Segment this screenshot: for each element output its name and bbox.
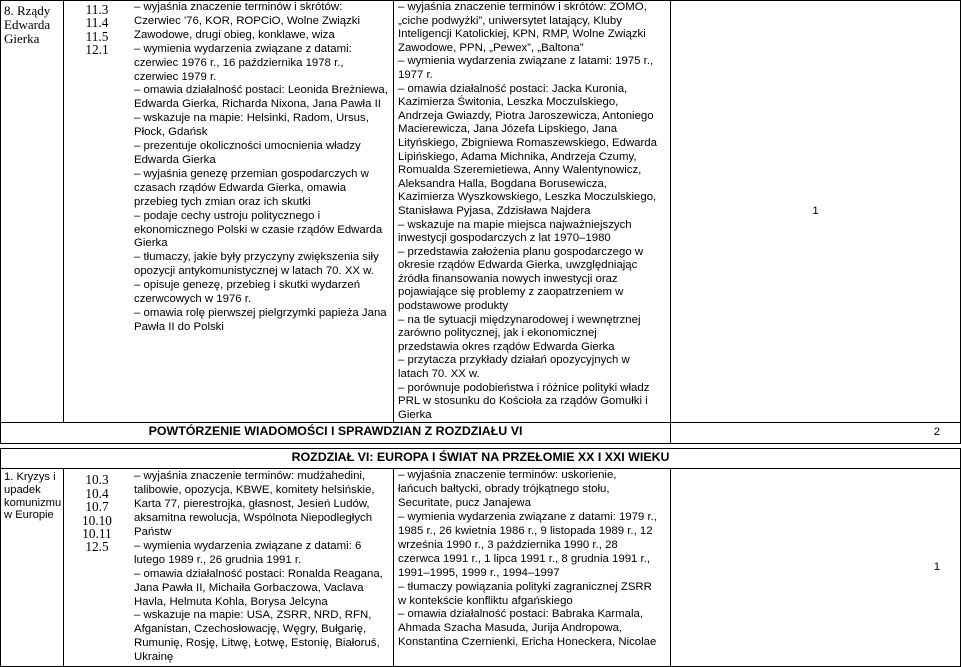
requirement-item: – przedstawia założenia planu gospodarczego w okresie rządów Edwarda Gierka, uwzględniając źródła finansowania nowych inwestycji oraz pojawiające się problemy z zaopatrzeniem w podstawowe produkty: [398, 245, 647, 313]
requirement-item: – omawia działalność postaci: Jacka Kuronia, Kazimierza Świtonia, Leszka Moczulskiego, Andrzeja Gwiazdy, Piotra Jaroszewicza, Antoniego Macierewicza, Jana Józefa Lipskiego, Jana Lityńskiego, Zbigniewa Romaszewskiego, Edwarda Lipińskiego, Adama Michnika, Andrzeja Czumy, Romualda Szeremietiewa, Anny Walentynowicz, Aleksandra Halla, Bogdana Borusewicza, Kazimierza Wyszkowskiego, Leszka Moczulskiego, Stanisława Pyjasa, Zdzisława Najdera: [398, 82, 661, 217]
chapter-row: [1, 449, 961, 469]
section-row-gierek: [1, 1, 961, 423]
code-item: 11.5: [85, 28, 109, 44]
topic-label: 8. Rządy Edwarda Gierka: [4, 3, 54, 46]
hours-value: 2: [933, 426, 941, 439]
requirement-item: – wyjaśnia znaczenie terminów: mudżahedini, talibowie, opozycja, KBWE, komitety helsińskie, Karta 77, pierestrojka, głasnost, Jesień Ludów, aksamitna rewolucja, Wspólnota Niepodległych Państw: [134, 470, 378, 539]
requirement-item: – wyjaśnia znaczenie terminów i skrótów: ZOMO, „ciche podwyżki”, uniwersytet latający, Kluby Inteligencji Katolickiej, KPN, RMP, Wolne Związki Zawodowe, PPN, „Pewex”, „Baltona”: [398, 1, 650, 54]
requirement-item: – podaje cechy ustroju politycznego i ekonomicznego Polski w czasie rządów Edwarda Gierka: [134, 209, 386, 250]
requirement-item: – wymienia wydarzenia związane z latami: 1975 r., 1977 r.: [398, 55, 657, 81]
code-item: 11.4: [85, 15, 109, 31]
hours-cell: [671, 1, 961, 423]
requirement-item: – wyjaśnia znaczenie terminów i skrótów: Czerwiec '76, KOR, ROPCiO, Wolne Związki Zawodowe, drugi obieg, konklawe, wiza: [134, 1, 364, 41]
requirement-item: – prezentuje okoliczności umocnienia władzy Edwarda Gierka: [134, 140, 364, 166]
requirement-item: – omawia rolę pierwszej pielgrzymki papieża Jana Pawła II do Polski: [134, 306, 390, 333]
review-row: [1, 423, 961, 444]
requirement-item: – wskazuje na mapie miejsca najważniejszych inwestycji gospodarczych z lat 1970–1980: [398, 218, 635, 245]
core-curriculum-codes: [64, 469, 394, 667]
requirement-item: – wyjaśnia znaczenie terminów: uskorienie, łańcuch bałtycki, obrady trójkątnego stołu, Securitate, pucz Janajewa: [398, 469, 620, 510]
hours-value: 1: [933, 560, 941, 573]
hours-cell: [671, 423, 961, 444]
topic-label: 1. Kryzys i upadek komunizmu w Europie: [4, 471, 65, 522]
code-item: 12.1: [85, 42, 109, 58]
topic-cell: [1, 1, 64, 423]
requirement-item: – porównuje podobieństwa i różnice polityki władz PRL w stosunku do Kościoła za rządów Gomułki i Gierka: [398, 381, 653, 421]
topic-cell: [1, 469, 64, 667]
hours-cell: [671, 469, 961, 667]
code-item: 10.7: [85, 499, 109, 515]
requirements-extended: [394, 1, 671, 423]
requirements-basic: [130, 470, 389, 665]
requirement-item: – wymienia wydarzenia związane z datami: 6 lutego 1989 r., 26 grudnia 1991 r.: [134, 539, 365, 566]
code-item: 11.3: [85, 2, 109, 17]
chapter-title-cell: [1, 449, 961, 469]
requirements-basic: [130, 1, 392, 335]
requirements-extended: [394, 469, 671, 667]
review-label-cell: [1, 423, 671, 444]
requirement-item: – wymienia wydarzenia związane z datami: 1979 r., 1985 r., 26 kwietnia 1986 r., 9 listopada 1989 r., 12 września 1990 r., 3 października 1990 r., 28 czerwca 1991 r., 1 lipca 1991 r., 8 grudnia 1991 r., 1991–1995, 1999 r., 1994–1997: [398, 511, 661, 579]
requirement-item: – przytacza przykłady działań opozycyjnych w latach 70. XX w.: [398, 354, 633, 381]
code-item: 10.10: [82, 512, 112, 528]
requirement-item: – wskazuje na mapie: Helsinki, Radom, Ursus, Płock, Gdańsk: [134, 112, 373, 139]
requirement-item: – opisuje genezę, przebieg i skutki wydarzeń czerwcowych w 1976 r.: [134, 279, 364, 306]
requirement-item: – omawia działalność postaci: Babraka Karmala, Ahmada Szacha Masuda, Jurija Andropowa, Konstantina Czernienki, Ericha Honeckera, Nicolae: [398, 608, 657, 649]
section-row-communism: [1, 469, 961, 667]
hours-value: 1: [812, 204, 819, 217]
requirement-item: – wyjaśnia genezę przemian gospodarczych w czasach rządów Edwarda Gierka, omawia przebieg tych zmian oraz ich skutki: [134, 167, 373, 208]
requirement-item: – na tle sytuacji międzynarodowej i wewnętrznej zarówno politycznej, jak i ekonomicznej przedstawia okres rządów Edwarda Gierka: [398, 313, 644, 353]
chapter-title: ROZDZIAŁ VI: EUROPA I ŚWIAT NA PRZEŁOMIE XX I XXI WIEKU: [291, 450, 670, 465]
code-item: 10.11: [82, 526, 112, 542]
requirement-item: – tłumaczy, jakie były przyczyny zwiększenia siły opozycji antykomunistycznej w latach 70. XX w.: [134, 251, 382, 278]
requirement-item: – tłumaczy powiązania polityki zagranicznej ZSRR w kontekście konfliktu afgańskiego: [398, 580, 656, 607]
requirement-item: – wymienia wydarzenia związane z datami: czerwiec 1976 r., 16 października 1978 r., czerwiec 1979 r.: [134, 42, 355, 83]
code-item: 10.4: [85, 485, 109, 501]
review-label: POWTÓRZENIE WIADOMOŚCI I SPRAWDZIAN Z ROZDZIAŁU VI: [148, 424, 523, 439]
code-item: 10.3: [85, 472, 109, 488]
requirement-item: – omawia działalność postaci: Ronalda Reagana, Jana Pawła II, Michaiła Gorbaczowa, Vaclava Havla, Helmuta Kohla, Borysa Jelcyna: [134, 567, 387, 608]
requirement-item: – omawia działalność postaci: Leonida Breżniewa, Edwarda Gierka, Richarda Nixona, Jana Pawła II: [134, 84, 392, 111]
core-curriculum-codes: [64, 1, 394, 423]
requirement-item: – wskazuje na mapie: USA, ZSRR, NRD, RFN, Afganistan, Czechosłowację, Węgry, Bułgarię, Rumunię, Rosję, Litwę, Łotwę, Estonię, Białoruś, Ukrainę: [134, 609, 383, 664]
code-item: 12.5: [85, 539, 109, 555]
